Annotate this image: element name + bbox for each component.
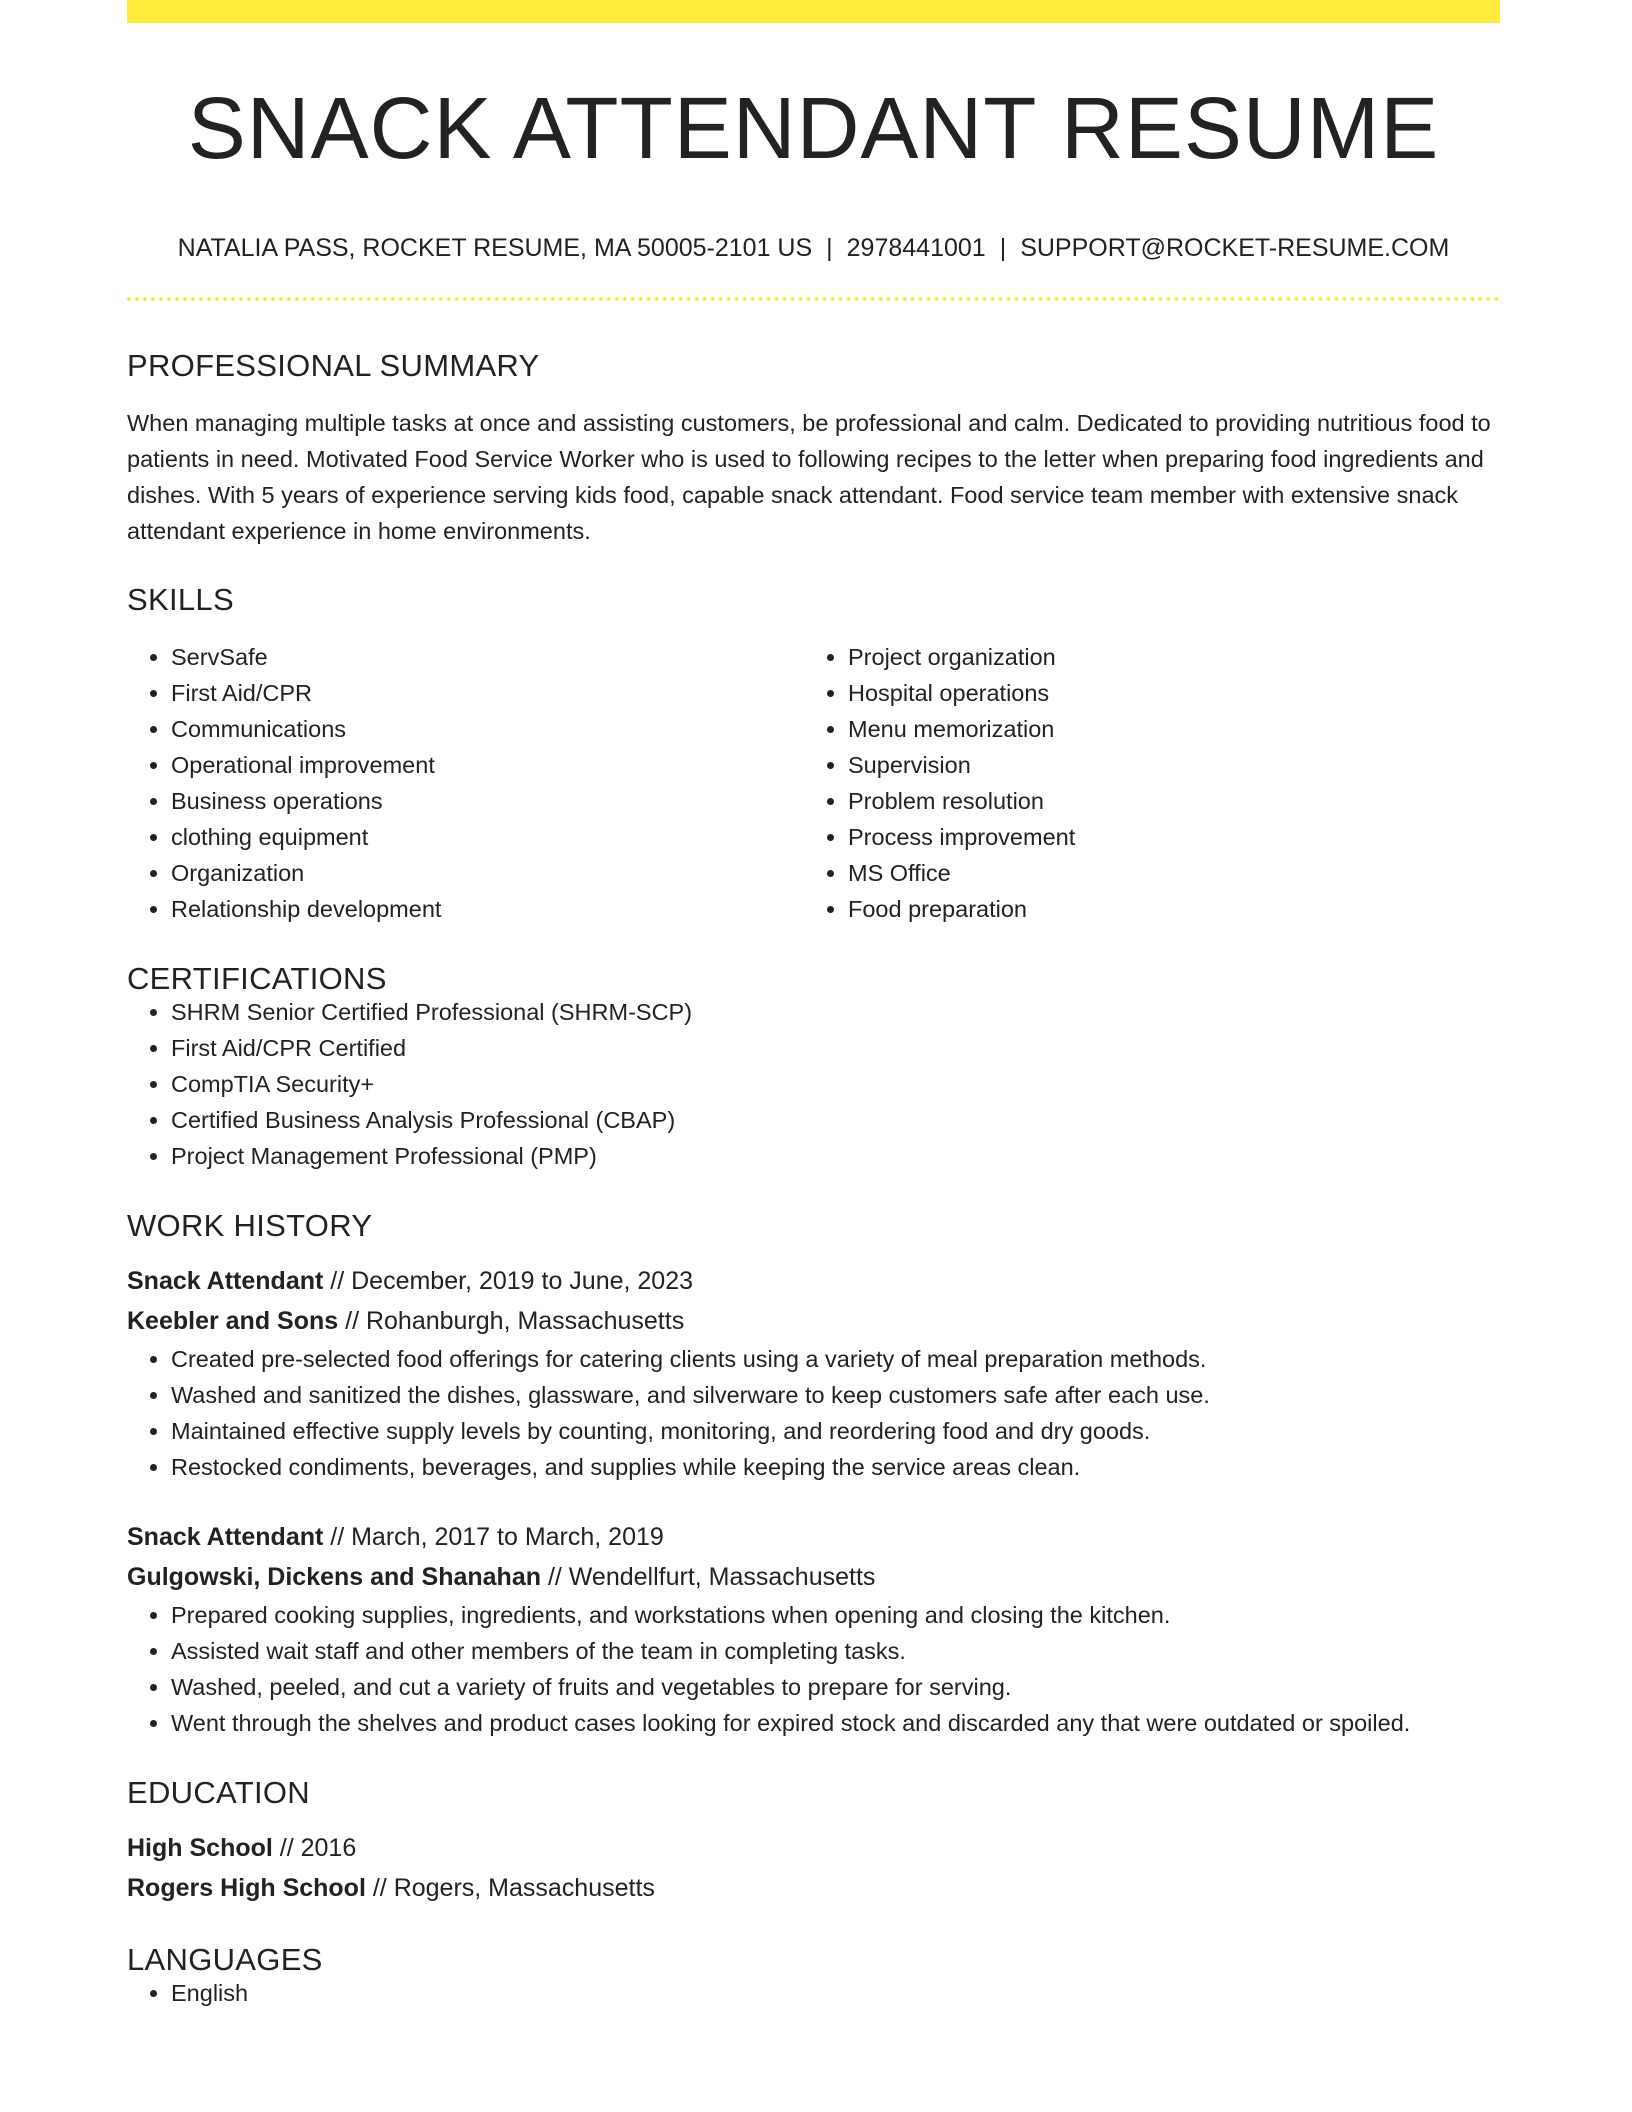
skill-item: • Relationship development xyxy=(171,891,804,927)
skill-item: • Communications xyxy=(171,711,804,747)
job-duty-item: • Washed and sanitized the dishes, glassware, and silverware to keep customers safe after each use. xyxy=(171,1377,1500,1413)
skill-item: • Menu memorization xyxy=(848,711,1481,747)
contact-phone: 2978441001 xyxy=(846,234,986,262)
skill-item: • Problem resolution xyxy=(848,783,1481,819)
page-title: SNACK ATTENDANT RESUME xyxy=(187,80,1440,177)
job-title: Snack Attendant xyxy=(127,1523,324,1551)
education-year: // 2016 xyxy=(272,1834,357,1862)
job-company-line xyxy=(127,1301,1500,1341)
contact-address: NATALIA PASS, ROCKET RESUME, MA 50005-2101 US xyxy=(177,234,813,262)
job-duty-item: • Assisted wait staff and other members of the team in completing tasks. xyxy=(171,1633,1500,1669)
job-company: Keebler and Sons xyxy=(127,1307,339,1335)
job-duty-item: • Washed, peeled, and cut a variety of fruits and vegetables to prepare for serving. xyxy=(171,1669,1500,1705)
language-item: • English xyxy=(171,1975,1500,2011)
certification-item: • CompTIA Security+ xyxy=(171,1066,1500,1102)
skill-item: • Process improvement xyxy=(848,819,1481,855)
job-company-line xyxy=(127,1557,1500,1597)
education-location: // Rogers, Massachusetts xyxy=(365,1874,655,1902)
job-location: // Rohanburgh, Massachusetts xyxy=(338,1307,685,1335)
top-accent-bar xyxy=(127,0,1500,23)
job-company: Gulgowski, Dickens and Shanahan xyxy=(127,1563,541,1591)
education-degree-line xyxy=(127,1828,1500,1868)
certification-item: • SHRM Senior Certified Professional (SHRM-SCP) xyxy=(171,994,1500,1030)
skills-column-left xyxy=(127,639,804,927)
skill-item: • clothing equipment xyxy=(171,819,804,855)
summary-heading: PROFESSIONAL SUMMARY xyxy=(127,348,540,383)
certification-item: • First Aid/CPR Certified xyxy=(171,1030,1500,1066)
skill-item: • Project organization xyxy=(848,639,1481,675)
job-duty-item: • Maintained effective supply levels by counting, monitoring, and reordering food and dry goods. xyxy=(171,1413,1500,1449)
dotted-divider xyxy=(127,297,1500,301)
job-duty-item: • Restocked condiments, beverages, and supplies while keeping the service areas clean. xyxy=(171,1449,1500,1485)
education-heading: EDUCATION xyxy=(127,1775,310,1810)
job-title-line xyxy=(127,1517,1500,1557)
languages-list xyxy=(127,1975,1500,2011)
resume-page xyxy=(127,0,1500,2011)
summary-text: When managing multiple tasks at once and assisting customers, be professional and calm. Dedicated to providing nutritious food to patients in need. Motivated Food Service Worker who is used to following recipes to the letter when preparing food ingredients and dishes. With 5 years of experience serving kids food, capable snack attendant. Food service team member with extensive snack attendant experience in home environments. xyxy=(127,410,1491,544)
certifications-heading: CERTIFICATIONS xyxy=(127,961,387,996)
job-duty-item: • Prepared cooking supplies, ingredients, and workstations when opening and closing the kitchen. xyxy=(171,1597,1500,1633)
skill-item: • ServSafe xyxy=(171,639,804,675)
skill-item: • Food preparation xyxy=(848,891,1481,927)
skill-item: • Operational improvement xyxy=(171,747,804,783)
education-degree: High School xyxy=(127,1834,273,1862)
languages-heading: LANGUAGES xyxy=(127,1942,323,1977)
skill-item: • MS Office xyxy=(848,855,1481,891)
skills-column-right xyxy=(804,639,1481,927)
skill-item: • Business operations xyxy=(171,783,804,819)
job-duties-list xyxy=(127,1341,1500,1485)
contact-email: SUPPORT@ROCKET-RESUME.COM xyxy=(1020,234,1450,262)
contact-line xyxy=(127,234,1500,263)
job-title: Snack Attendant xyxy=(127,1267,324,1295)
education-school: Rogers High School xyxy=(127,1874,366,1902)
certification-item: • Project Management Professional (PMP) xyxy=(171,1138,1500,1174)
job-duty-item: • Went through the shelves and product cases looking for expired stock and discarded any that were outdated or spoiled. xyxy=(171,1705,1500,1741)
skills-list xyxy=(127,639,1500,927)
certifications-list xyxy=(127,994,1500,1174)
job-dates: // December, 2019 to June, 2023 xyxy=(323,1267,694,1295)
skill-item: • Hospital operations xyxy=(848,675,1481,711)
work-history-heading: WORK HISTORY xyxy=(127,1208,373,1243)
job-title-line xyxy=(127,1261,1500,1301)
education-school-line xyxy=(127,1868,1500,1908)
contact-separator: | xyxy=(999,234,1007,262)
job-duties-list xyxy=(127,1597,1500,1741)
job-dates: // March, 2017 to March, 2019 xyxy=(323,1523,664,1551)
job-duty-item: • Created pre-selected food offerings for catering clients using a variety of meal preparation methods. xyxy=(171,1341,1500,1377)
skills-heading: SKILLS xyxy=(127,582,234,617)
skill-item: • First Aid/CPR xyxy=(171,675,804,711)
contact-separator: | xyxy=(826,234,833,262)
job-location: // Wendellfurt, Massachusetts xyxy=(541,1563,876,1591)
certification-item: • Certified Business Analysis Professional (CBAP) xyxy=(171,1102,1500,1138)
skill-item: • Organization xyxy=(171,855,804,891)
skill-item: • Supervision xyxy=(848,747,1481,783)
